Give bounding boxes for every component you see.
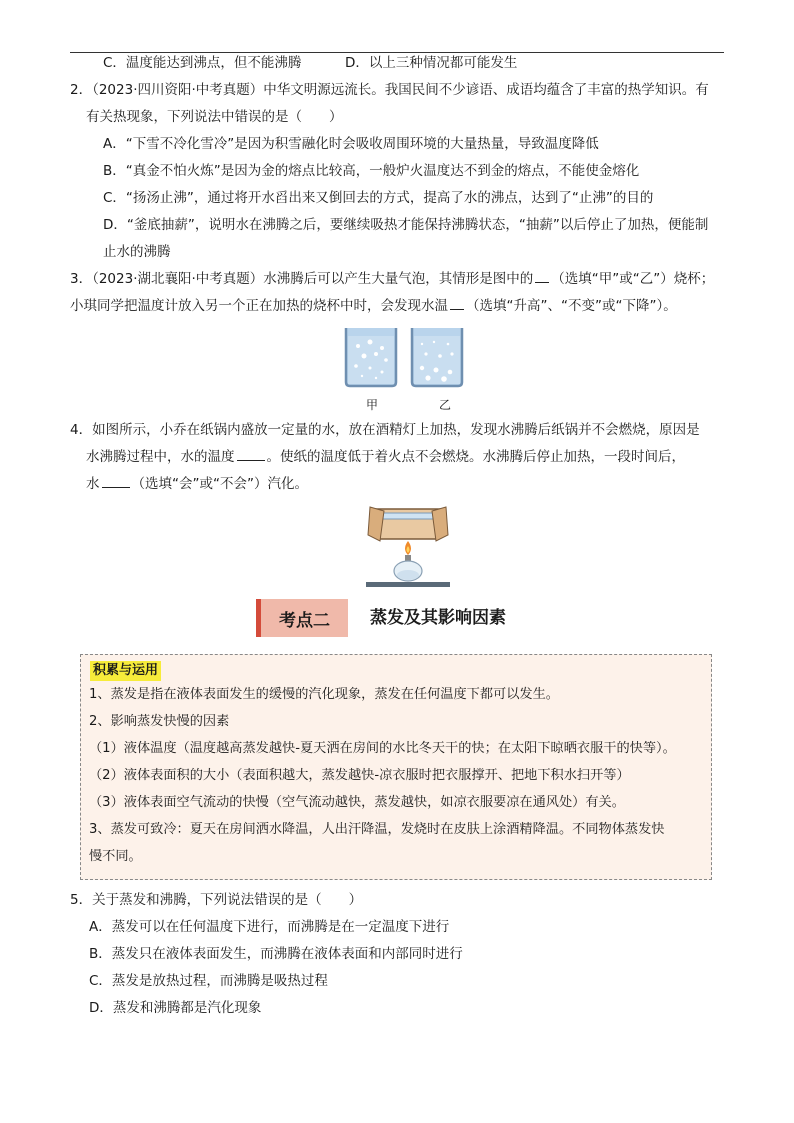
- knowledge-line-5: （3）液体表面空气流动的快慢（空气流动越快，蒸发越快，如凉衣服要凉在通风处）有关。: [89, 795, 625, 810]
- q3-line1-text-a: 3．（2023·湖北襄阳·中考真题）水沸腾后可以产生大量气泡，其情形是图中的: [70, 271, 534, 287]
- label-jia: 甲: [366, 398, 379, 412]
- q3-line1: [70, 270, 714, 288]
- knowledge-line-3: （1）液体温度（温度越高蒸发越快-夏天洒在房间的水比冬天干的快；在太阳下晾晒衣服干的快等）。: [89, 741, 676, 756]
- q4-answer-blank-1[interactable]: [237, 448, 265, 461]
- q2-option-c: C．“扬汤止沸”，通过将开水舀出来又倒回去的方式，提高了水的沸点，达到了“止沸”的目的: [103, 190, 654, 206]
- knowledge-badge: 积累与运用: [90, 661, 161, 681]
- q3-answer-blank-1[interactable]: [535, 270, 549, 283]
- q2-stem-line1: 2．（2023·四川资阳·中考真题）中华文明源远流长。我国民间不少谚语、成语均蕴含了丰富的热学知识。有: [70, 82, 709, 98]
- q3-line2: [70, 297, 677, 315]
- beakers-figure: [340, 326, 465, 390]
- q3-answer-blank-2[interactable]: [450, 297, 464, 310]
- knowledge-line-4: （2）液体表面积的大小（表面积越大，蒸发越快-凉衣服时把衣服撑开、把地下积水扫开等）: [89, 768, 630, 783]
- q4-line3-text-b: （选填“会”或“不会”）汽化。: [131, 476, 308, 492]
- knowledge-line-6: 3、蒸发可致冷：夏天在房间洒水降温，人出汗降温，发烧时在皮肤上涂酒精降温。不同物体蒸发快: [89, 822, 665, 837]
- knowledge-line-2: 2、影响蒸发快慢的因素: [89, 714, 230, 729]
- q5-option-d: D．蒸发和沸腾都是汽化现象: [89, 1000, 262, 1016]
- q1-option-c: C．温度能达到沸点，但不能沸腾: [103, 55, 302, 71]
- q5-stem: 5．关于蒸发和沸腾，下列说法错误的是（ ）: [70, 892, 363, 908]
- q3-line2-text-a: 小琪同学把温度计放入另一个正在加热的烧杯中时，会发现水温: [70, 298, 448, 314]
- q4-answer-blank-2[interactable]: [102, 475, 130, 488]
- q5-option-a: A．蒸发可以在任何温度下进行，而沸腾是在一定温度下进行: [89, 919, 450, 935]
- q2-option-d-line1: D．“釜底抽薪”，说明水在沸腾之后，要继续吸热才能保持沸腾状态，“抽薪”以后停止了加热，便能制: [103, 217, 709, 233]
- q4-line2-text-a: 水沸腾过程中，水的温度: [86, 449, 235, 465]
- paper-pot-icon: [368, 507, 448, 541]
- beaker-jia-icon: [346, 328, 396, 386]
- q4-line2-text-b: 。使纸的温度低于着火点不会燃烧。水沸腾后停止加热，一段时间后，: [266, 449, 685, 465]
- q2-option-b: B．“真金不怕火炼”是因为金的熔点比较高，一般炉火温度达不到金的熔点，不能使金熔化: [103, 163, 640, 179]
- q4-line2: [86, 448, 685, 466]
- q5-option-c: C．蒸发是放热过程，而沸腾是吸热过程: [89, 973, 328, 989]
- knowledge-line-1: 1、蒸发是指在液体表面发生的缓慢的汽化现象，蒸发在任何温度下都可以发生。: [89, 687, 559, 702]
- q3-line1-text-b: （选填“甲”或“乙”）烧杯；: [551, 271, 715, 287]
- q4-line1: 4．如图所示，小乔在纸锅内盛放一定量的水，放在酒精灯上加热，发现水沸腾后纸锅并不会燃烧，原因是: [70, 422, 700, 438]
- flame-icon: [405, 541, 411, 555]
- q2-stem-line2: 有关热现象，下列说法中错误的是（ ）: [86, 109, 343, 125]
- q4-line3: [86, 475, 308, 493]
- alcohol-lamp-icon: [394, 555, 422, 581]
- q2-option-d-line2: 止水的沸腾: [103, 244, 171, 260]
- label-yi: 乙: [439, 398, 452, 412]
- q2-option-a: A．“下雪不冷化雪冷”是因为积雪融化时会吸收周围环境的大量热量，导致温度降低: [103, 136, 599, 152]
- q5-option-b: B．蒸发只在液体表面发生，而沸腾在液体表面和内部同时进行: [89, 946, 463, 962]
- paper-pot-figure: [366, 505, 450, 591]
- section-name: 蒸发及其影响因素: [370, 608, 506, 628]
- table-surface: [366, 582, 450, 587]
- beaker-yi-icon: [412, 328, 462, 386]
- q1-option-d: D．以上三种情况都可能发生: [345, 55, 518, 71]
- q3-line2-text-b: （选填“升高”、“不变”或“下降”）。: [466, 298, 677, 314]
- header-rule: [70, 52, 724, 53]
- section-label: 考点二: [256, 599, 348, 637]
- q4-line3-text-a: 水: [86, 476, 100, 492]
- knowledge-line-7: 慢不同。: [89, 849, 142, 864]
